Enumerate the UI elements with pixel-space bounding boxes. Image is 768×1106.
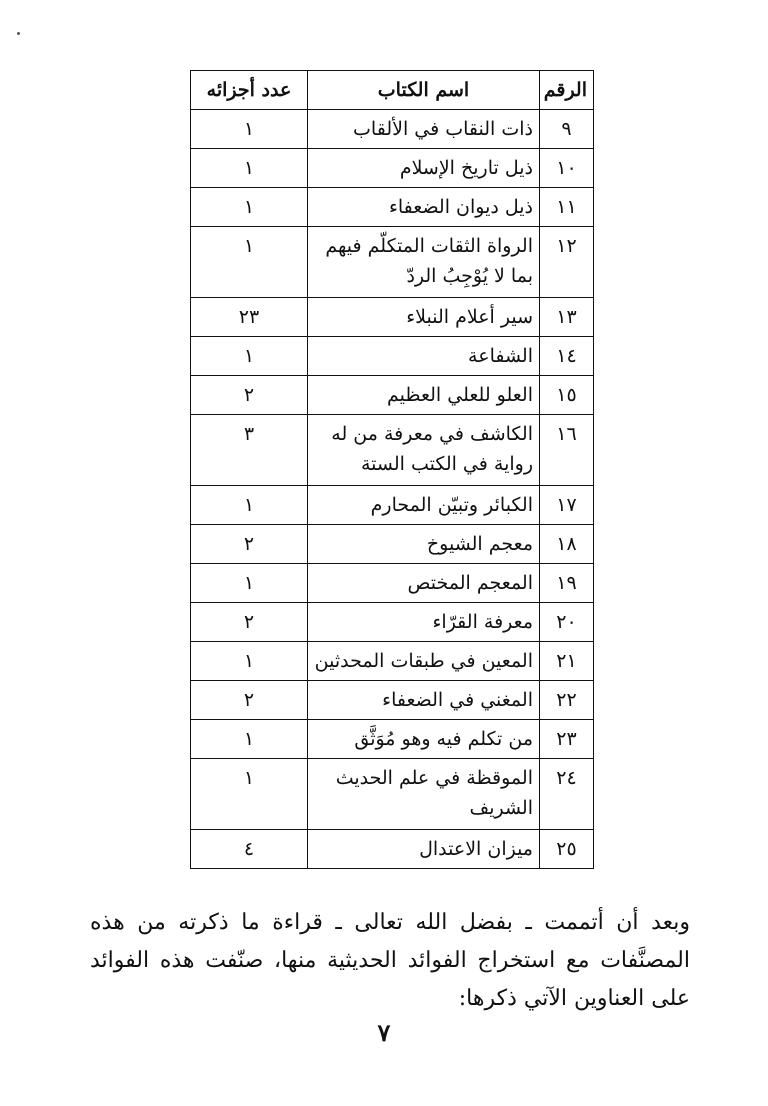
row-title: الرواة الثقات المتكلّم فيهم بما لا يُوْجِبُ الردّ xyxy=(308,227,540,298)
row-title: المعجم المختص xyxy=(308,564,540,603)
row-number: ٢٥ xyxy=(540,830,594,869)
row-title: الموقظة في علم الحديث الشريف xyxy=(308,759,540,830)
table-row xyxy=(191,188,594,227)
row-number: ١٢ xyxy=(540,227,594,298)
table-row xyxy=(191,720,594,759)
row-parts: ١ xyxy=(191,227,308,298)
header-title: اسم الكتاب xyxy=(308,71,540,110)
row-title: معرفة القرّاء xyxy=(308,603,540,642)
scan-speck xyxy=(17,32,20,35)
row-parts: ٢ xyxy=(191,376,308,415)
row-parts: ١ xyxy=(191,564,308,603)
row-parts: ١ xyxy=(191,337,308,376)
row-title: معجم الشيوخ xyxy=(308,525,540,564)
row-number: ٢١ xyxy=(540,642,594,681)
row-title: سير أعلام النبلاء xyxy=(308,298,540,337)
table-row xyxy=(191,603,594,642)
row-parts: ٤ xyxy=(191,830,308,869)
table-row xyxy=(191,298,594,337)
row-number: ١٤ xyxy=(540,337,594,376)
table-row xyxy=(191,681,594,720)
page-number: ٧ xyxy=(377,1018,391,1047)
row-parts: ٢ xyxy=(191,681,308,720)
table-row xyxy=(191,525,594,564)
row-number: ٢٠ xyxy=(540,603,594,642)
row-number: ١٧ xyxy=(540,486,594,525)
row-title: ذيل ديوان الضعفاء xyxy=(308,188,540,227)
row-parts: ١ xyxy=(191,110,308,149)
table-row xyxy=(191,415,594,486)
row-parts: ٢ xyxy=(191,525,308,564)
table-row xyxy=(191,642,594,681)
row-number: ١٦ xyxy=(540,415,594,486)
row-title: العلو للعلي العظيم xyxy=(308,376,540,415)
table-row xyxy=(191,227,594,298)
books-table xyxy=(190,70,594,869)
row-parts: ٢ xyxy=(191,603,308,642)
row-title: الكبائر وتبيّن المحارم xyxy=(308,486,540,525)
row-title: ذيل تاريخ الإسلام xyxy=(308,149,540,188)
row-parts: ١ xyxy=(191,642,308,681)
table-row xyxy=(191,149,594,188)
row-title: من تكلم فيه وهو مُوَثَّق xyxy=(308,720,540,759)
row-title: ذات النقاب في الألقاب xyxy=(308,110,540,149)
row-number: ١٣ xyxy=(540,298,594,337)
row-parts: ١ xyxy=(191,759,308,830)
row-title: المعين في طبقات المحدثين xyxy=(308,642,540,681)
row-title: الكاشف في معرفة من له رواية في الكتب الستة xyxy=(308,415,540,486)
row-title: ميزان الاعتدال xyxy=(308,830,540,869)
row-parts: ١ xyxy=(191,486,308,525)
row-number: ٢٤ xyxy=(540,759,594,830)
table-row xyxy=(191,337,594,376)
row-number: ١٥ xyxy=(540,376,594,415)
row-number: ١٨ xyxy=(540,525,594,564)
row-title: الشفاعة xyxy=(308,337,540,376)
row-parts: ٣ xyxy=(191,415,308,486)
row-number: ٩ xyxy=(540,110,594,149)
table-row xyxy=(191,830,594,869)
table-row xyxy=(191,759,594,830)
header-parts: عدد أجزائه xyxy=(191,71,308,110)
row-parts: ٢٣ xyxy=(191,298,308,337)
row-number: ٢٣ xyxy=(540,720,594,759)
row-parts: ١ xyxy=(191,149,308,188)
header-number: الرقم xyxy=(540,71,594,110)
row-number: ٢٢ xyxy=(540,681,594,720)
body-paragraph: وبعد أن أتممت ـ بفضل الله تعالى ـ قراءة ما ذكرته من هذه المصنَّفات مع استخراج الفوائد الحديثية منها، صنّفت هذه الفوائد على العناوين الآتي ذكرها: xyxy=(90,910,690,1011)
row-parts: ١ xyxy=(191,188,308,227)
row-parts: ١ xyxy=(191,720,308,759)
table-row xyxy=(191,486,594,525)
row-title: المغني في الضعفاء xyxy=(308,681,540,720)
table-row xyxy=(191,564,594,603)
row-number: ١١ xyxy=(540,188,594,227)
table-row xyxy=(191,110,594,149)
table-row xyxy=(191,376,594,415)
row-number: ١٩ xyxy=(540,564,594,603)
row-number: ١٠ xyxy=(540,149,594,188)
table-header-row xyxy=(191,71,594,110)
